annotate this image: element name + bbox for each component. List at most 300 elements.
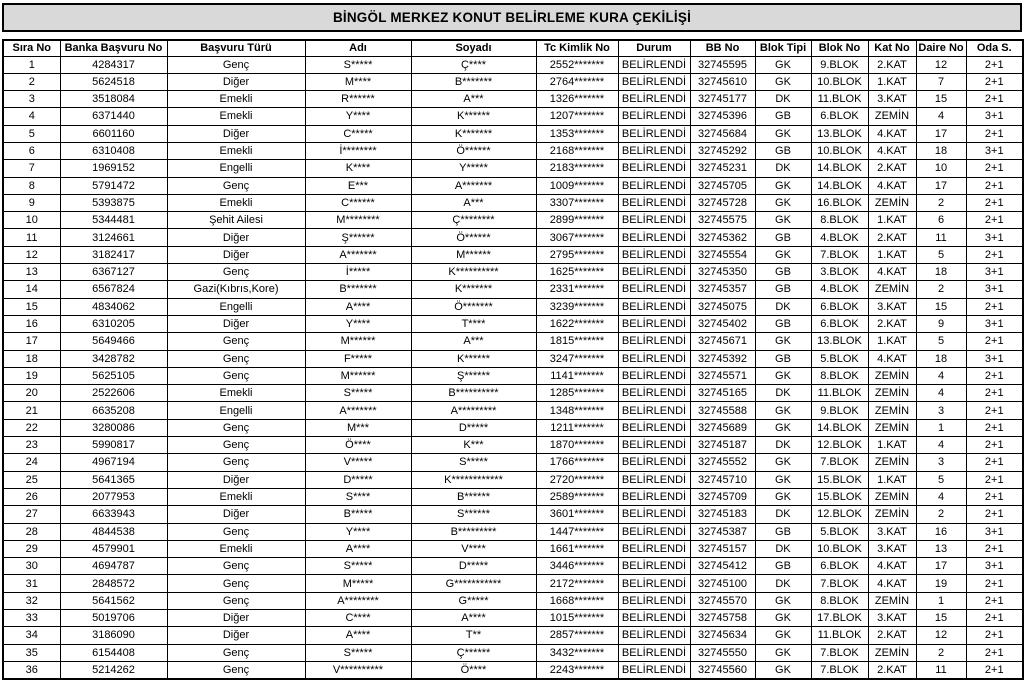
table-row <box>3 402 1023 419</box>
cell-kat-no: ZEMİN <box>868 644 916 661</box>
cell-blok-no: 8.BLOK <box>811 212 868 229</box>
cell-kat-no: 4.KAT <box>868 142 916 159</box>
cell-oda-s: 2+1 <box>966 610 1023 627</box>
cell-blok-no: 7.BLOK <box>811 661 868 678</box>
cell-daire-no: 18 <box>916 350 966 367</box>
cell-banka-basvuru-no: 5641365 <box>60 471 167 488</box>
cell-blok-no: 7.BLOK <box>811 575 868 592</box>
cell-daire-no: 3 <box>916 454 966 471</box>
cell-bb-no: 32745392 <box>690 350 755 367</box>
cell-blok-tipi: DK <box>755 298 811 315</box>
cell-soyadi: K********** <box>411 264 536 281</box>
cell-sira-no: 12 <box>3 246 60 263</box>
cell-blok-no: 9.BLOK <box>811 402 868 419</box>
header-row <box>3 40 1023 56</box>
cell-sira-no: 26 <box>3 488 60 505</box>
cell-kat-no: 1.KAT <box>868 73 916 90</box>
cell-blok-no: 7.BLOK <box>811 644 868 661</box>
cell-blok-tipi: GB <box>755 315 811 332</box>
cell-adi: M******** <box>305 212 411 229</box>
column-header-adi: Adı <box>305 40 411 56</box>
cell-blok-no: 13.BLOK <box>811 333 868 350</box>
page-title: BİNGÖL MERKEZ KONUT BELİRLEME KURA ÇEKİLİŞİ <box>332 10 692 25</box>
cell-blok-no: 13.BLOK <box>811 125 868 142</box>
cell-blok-no: 12.BLOK <box>811 506 868 523</box>
cell-durum: BELİRLENDİ <box>618 523 690 540</box>
cell-tc-kimlik-no: 1766******* <box>536 454 618 471</box>
cell-blok-no: 10.BLOK <box>811 540 868 557</box>
cell-sira-no: 8 <box>3 177 60 194</box>
cell-durum: BELİRLENDİ <box>618 125 690 142</box>
cell-durum: BELİRLENDİ <box>618 73 690 90</box>
cell-basvuru-turu: Diğer <box>167 471 305 488</box>
cell-blok-no: 4.BLOK <box>811 229 868 246</box>
cell-daire-no: 9 <box>916 315 966 332</box>
cell-basvuru-turu: Genç <box>167 437 305 454</box>
cell-durum: BELİRLENDİ <box>618 56 690 73</box>
cell-daire-no: 4 <box>916 488 966 505</box>
cell-adi: D***** <box>305 471 411 488</box>
cell-soyadi: M****** <box>411 246 536 263</box>
cell-durum: BELİRLENDİ <box>618 610 690 627</box>
cell-adi: S***** <box>305 644 411 661</box>
cell-kat-no: 4.KAT <box>868 264 916 281</box>
cell-blok-tipi: GK <box>755 592 811 609</box>
cell-bb-no: 32745634 <box>690 627 755 644</box>
cell-durum: BELİRLENDİ <box>618 229 690 246</box>
cell-sira-no: 3 <box>3 91 60 108</box>
cell-soyadi: A*** <box>411 91 536 108</box>
cell-blok-no: 5.BLOK <box>811 350 868 367</box>
cell-blok-no: 10.BLOK <box>811 142 868 159</box>
cell-basvuru-turu: Genç <box>167 177 305 194</box>
cell-adi: M**** <box>305 73 411 90</box>
cell-blok-no: 14.BLOK <box>811 177 868 194</box>
cell-tc-kimlik-no: 2857******* <box>536 627 618 644</box>
cell-soyadi: Ö**** <box>411 661 536 678</box>
cell-blok-no: 14.BLOK <box>811 419 868 436</box>
cell-oda-s: 2+1 <box>966 488 1023 505</box>
table-row <box>3 246 1023 263</box>
cell-banka-basvuru-no: 6367127 <box>60 264 167 281</box>
cell-tc-kimlik-no: 2183******* <box>536 160 618 177</box>
column-header-blok-no: Blok No <box>811 40 868 56</box>
cell-bb-no: 32745402 <box>690 315 755 332</box>
cell-kat-no: 4.KAT <box>868 177 916 194</box>
cell-oda-s: 3+1 <box>966 558 1023 575</box>
cell-durum: BELİRLENDİ <box>618 627 690 644</box>
cell-kat-no: 1.KAT <box>868 437 916 454</box>
cell-tc-kimlik-no: 1625******* <box>536 264 618 281</box>
cell-adi: A******* <box>305 246 411 263</box>
cell-sira-no: 31 <box>3 575 60 592</box>
cell-bb-no: 32745588 <box>690 402 755 419</box>
cell-kat-no: ZEMİN <box>868 592 916 609</box>
cell-basvuru-turu: Genç <box>167 523 305 540</box>
cell-bb-no: 32745292 <box>690 142 755 159</box>
cell-adi: S**** <box>305 488 411 505</box>
cell-sira-no: 29 <box>3 540 60 557</box>
table-row <box>3 627 1023 644</box>
cell-blok-no: 9.BLOK <box>811 56 868 73</box>
column-header-daire-no: Daire No <box>916 40 966 56</box>
cell-basvuru-turu: Diğer <box>167 627 305 644</box>
cell-basvuru-turu: Gazi(Kıbrıs,Kore) <box>167 281 305 298</box>
cell-sira-no: 2 <box>3 73 60 90</box>
cell-adi: B******* <box>305 281 411 298</box>
cell-bb-no: 32745684 <box>690 125 755 142</box>
cell-durum: BELİRLENDİ <box>618 661 690 678</box>
cell-soyadi: D***** <box>411 419 536 436</box>
cell-basvuru-turu: Genç <box>167 558 305 575</box>
cell-bb-no: 32745709 <box>690 488 755 505</box>
cell-daire-no: 15 <box>916 298 966 315</box>
cell-adi: F***** <box>305 350 411 367</box>
table-row <box>3 610 1023 627</box>
cell-banka-basvuru-no: 6635208 <box>60 402 167 419</box>
table-row <box>3 56 1023 73</box>
cell-blok-no: 11.BLOK <box>811 627 868 644</box>
cell-bb-no: 32745357 <box>690 281 755 298</box>
cell-tc-kimlik-no: 1668******* <box>536 592 618 609</box>
table-row <box>3 506 1023 523</box>
cell-banka-basvuru-no: 5625105 <box>60 367 167 384</box>
table-row <box>3 73 1023 90</box>
cell-blok-no: 11.BLOK <box>811 385 868 402</box>
cell-durum: BELİRLENDİ <box>618 160 690 177</box>
cell-blok-tipi: GK <box>755 644 811 661</box>
cell-tc-kimlik-no: 3239******* <box>536 298 618 315</box>
column-header-soyadi: Soyadı <box>411 40 536 56</box>
cell-soyadi: D***** <box>411 558 536 575</box>
cell-soyadi: Ö****** <box>411 229 536 246</box>
cell-soyadi: Ç**** <box>411 56 536 73</box>
cell-sira-no: 14 <box>3 281 60 298</box>
cell-soyadi: S***** <box>411 454 536 471</box>
cell-tc-kimlik-no: 3432******* <box>536 644 618 661</box>
cell-kat-no: ZEMİN <box>868 108 916 125</box>
cell-kat-no: 3.KAT <box>868 540 916 557</box>
cell-blok-tipi: DK <box>755 160 811 177</box>
cell-banka-basvuru-no: 5393875 <box>60 194 167 211</box>
cell-soyadi: G***** <box>411 592 536 609</box>
cell-oda-s: 2+1 <box>966 592 1023 609</box>
cell-sira-no: 32 <box>3 592 60 609</box>
cell-soyadi: B******* <box>411 73 536 90</box>
cell-blok-no: 6.BLOK <box>811 108 868 125</box>
cell-tc-kimlik-no: 3067******* <box>536 229 618 246</box>
cell-blok-tipi: GK <box>755 627 811 644</box>
cell-durum: BELİRLENDİ <box>618 540 690 557</box>
cell-basvuru-turu: Emekli <box>167 91 305 108</box>
table-row <box>3 298 1023 315</box>
cell-blok-tipi: GB <box>755 142 811 159</box>
cell-banka-basvuru-no: 5649466 <box>60 333 167 350</box>
column-header-bb-no: BB No <box>690 40 755 56</box>
cell-basvuru-turu: Emekli <box>167 385 305 402</box>
cell-bb-no: 32745350 <box>690 264 755 281</box>
cell-adi: M****** <box>305 367 411 384</box>
cell-oda-s: 2+1 <box>966 194 1023 211</box>
cell-tc-kimlik-no: 1326******* <box>536 91 618 108</box>
cell-kat-no: 2.KAT <box>868 56 916 73</box>
table-row <box>3 575 1023 592</box>
cell-tc-kimlik-no: 3601******* <box>536 506 618 523</box>
cell-adi: A******** <box>305 592 411 609</box>
table-row <box>3 350 1023 367</box>
cell-daire-no: 18 <box>916 142 966 159</box>
cell-banka-basvuru-no: 5641562 <box>60 592 167 609</box>
cell-adi: Ş****** <box>305 229 411 246</box>
cell-blok-no: 6.BLOK <box>811 558 868 575</box>
cell-tc-kimlik-no: 1353******* <box>536 125 618 142</box>
cell-sira-no: 18 <box>3 350 60 367</box>
cell-basvuru-turu: Engelli <box>167 298 305 315</box>
cell-kat-no: ZEMİN <box>868 281 916 298</box>
table-row <box>3 108 1023 125</box>
cell-durum: BELİRLENDİ <box>618 454 690 471</box>
table-row <box>3 177 1023 194</box>
cell-oda-s: 2+1 <box>966 506 1023 523</box>
cell-banka-basvuru-no: 4694787 <box>60 558 167 575</box>
cell-soyadi: K****** <box>411 108 536 125</box>
cell-basvuru-turu: Diğer <box>167 229 305 246</box>
cell-adi: Y**** <box>305 108 411 125</box>
cell-durum: BELİRLENDİ <box>618 108 690 125</box>
cell-basvuru-turu: Genç <box>167 454 305 471</box>
cell-basvuru-turu: Diğer <box>167 315 305 332</box>
cell-basvuru-turu: Genç <box>167 644 305 661</box>
cell-tc-kimlik-no: 2720******* <box>536 471 618 488</box>
cell-adi: E*** <box>305 177 411 194</box>
cell-adi: C****** <box>305 194 411 211</box>
cell-blok-no: 10.BLOK <box>811 73 868 90</box>
cell-bb-no: 32745177 <box>690 91 755 108</box>
cell-bb-no: 32745231 <box>690 160 755 177</box>
cell-basvuru-turu: Emekli <box>167 142 305 159</box>
cell-oda-s: 3+1 <box>966 315 1023 332</box>
column-header-durum: Durum <box>618 40 690 56</box>
cell-soyadi: A*** <box>411 194 536 211</box>
cell-sira-no: 11 <box>3 229 60 246</box>
lottery-table <box>2 39 1024 680</box>
cell-blok-tipi: DK <box>755 91 811 108</box>
cell-basvuru-turu: Emekli <box>167 488 305 505</box>
cell-adi: İ******** <box>305 142 411 159</box>
cell-tc-kimlik-no: 1141******* <box>536 367 618 384</box>
cell-durum: BELİRLENDİ <box>618 471 690 488</box>
cell-kat-no: 2.KAT <box>868 661 916 678</box>
cell-bb-no: 32745187 <box>690 437 755 454</box>
cell-blok-tipi: GK <box>755 333 811 350</box>
cell-soyadi: T** <box>411 627 536 644</box>
cell-tc-kimlik-no: 2168******* <box>536 142 618 159</box>
cell-kat-no: ZEMİN <box>868 488 916 505</box>
cell-blok-tipi: GK <box>755 610 811 627</box>
cell-soyadi: Ş****** <box>411 367 536 384</box>
cell-banka-basvuru-no: 4967194 <box>60 454 167 471</box>
cell-durum: BELİRLENDİ <box>618 419 690 436</box>
cell-basvuru-turu: Şehit Ailesi <box>167 212 305 229</box>
table-row <box>3 229 1023 246</box>
cell-soyadi: Ö******* <box>411 298 536 315</box>
cell-basvuru-turu: Genç <box>167 333 305 350</box>
cell-basvuru-turu: Engelli <box>167 160 305 177</box>
cell-tc-kimlik-no: 1348******* <box>536 402 618 419</box>
cell-adi: A**** <box>305 298 411 315</box>
cell-adi: S***** <box>305 56 411 73</box>
cell-oda-s: 2+1 <box>966 644 1023 661</box>
cell-kat-no: 2.KAT <box>868 315 916 332</box>
cell-durum: BELİRLENDİ <box>618 385 690 402</box>
cell-banka-basvuru-no: 5214262 <box>60 661 167 678</box>
cell-tc-kimlik-no: 2795******* <box>536 246 618 263</box>
table-row <box>3 488 1023 505</box>
cell-kat-no: 4.KAT <box>868 558 916 575</box>
cell-oda-s: 3+1 <box>966 229 1023 246</box>
cell-banka-basvuru-no: 4579901 <box>60 540 167 557</box>
cell-blok-tipi: GB <box>755 558 811 575</box>
cell-kat-no: 4.KAT <box>868 125 916 142</box>
table-row <box>3 454 1023 471</box>
cell-oda-s: 2+1 <box>966 73 1023 90</box>
cell-kat-no: 2.KAT <box>868 229 916 246</box>
cell-sira-no: 24 <box>3 454 60 471</box>
cell-blok-tipi: DK <box>755 385 811 402</box>
cell-tc-kimlik-no: 1661******* <box>536 540 618 557</box>
cell-tc-kimlik-no: 1622******* <box>536 315 618 332</box>
cell-blok-tipi: GB <box>755 229 811 246</box>
cell-blok-no: 14.BLOK <box>811 160 868 177</box>
cell-oda-s: 2+1 <box>966 437 1023 454</box>
cell-blok-tipi: GK <box>755 488 811 505</box>
cell-blok-tipi: DK <box>755 437 811 454</box>
cell-adi: V********** <box>305 661 411 678</box>
cell-bb-no: 32745100 <box>690 575 755 592</box>
cell-sira-no: 1 <box>3 56 60 73</box>
cell-durum: BELİRLENDİ <box>618 350 690 367</box>
cell-blok-tipi: GK <box>755 246 811 263</box>
table-row <box>3 471 1023 488</box>
cell-soyadi: A******* <box>411 177 536 194</box>
cell-kat-no: 3.KAT <box>868 610 916 627</box>
cell-banka-basvuru-no: 3124661 <box>60 229 167 246</box>
cell-banka-basvuru-no: 5019706 <box>60 610 167 627</box>
cell-soyadi: A********* <box>411 402 536 419</box>
cell-basvuru-turu: Emekli <box>167 540 305 557</box>
cell-daire-no: 4 <box>916 367 966 384</box>
cell-bb-no: 32745387 <box>690 523 755 540</box>
cell-bb-no: 32745575 <box>690 212 755 229</box>
cell-bb-no: 32745550 <box>690 644 755 661</box>
cell-blok-tipi: DK <box>755 540 811 557</box>
cell-blok-tipi: GK <box>755 367 811 384</box>
cell-adi: B***** <box>305 506 411 523</box>
cell-daire-no: 11 <box>916 661 966 678</box>
cell-daire-no: 5 <box>916 333 966 350</box>
cell-soyadi: S****** <box>411 506 536 523</box>
cell-sira-no: 4 <box>3 108 60 125</box>
table-row <box>3 540 1023 557</box>
cell-adi: Ö**** <box>305 437 411 454</box>
column-header-sira-no: Sıra No <box>3 40 60 56</box>
cell-sira-no: 33 <box>3 610 60 627</box>
cell-banka-basvuru-no: 3518084 <box>60 91 167 108</box>
cell-durum: BELİRLENDİ <box>618 315 690 332</box>
cell-durum: BELİRLENDİ <box>618 592 690 609</box>
cell-oda-s: 2+1 <box>966 160 1023 177</box>
cell-tc-kimlik-no: 2552******* <box>536 56 618 73</box>
table-row <box>3 419 1023 436</box>
cell-durum: BELİRLENDİ <box>618 142 690 159</box>
cell-durum: BELİRLENDİ <box>618 558 690 575</box>
cell-kat-no: ZEMİN <box>868 194 916 211</box>
cell-daire-no: 4 <box>916 108 966 125</box>
cell-banka-basvuru-no: 6567824 <box>60 281 167 298</box>
cell-banka-basvuru-no: 4284317 <box>60 56 167 73</box>
cell-oda-s: 2+1 <box>966 627 1023 644</box>
cell-durum: BELİRLENDİ <box>618 437 690 454</box>
cell-kat-no: 1.KAT <box>868 246 916 263</box>
cell-basvuru-turu: Genç <box>167 575 305 592</box>
cell-kat-no: 4.KAT <box>868 575 916 592</box>
cell-oda-s: 2+1 <box>966 540 1023 557</box>
cell-sira-no: 21 <box>3 402 60 419</box>
cell-bb-no: 32745610 <box>690 73 755 90</box>
cell-daire-no: 1 <box>916 419 966 436</box>
cell-sira-no: 35 <box>3 644 60 661</box>
cell-banka-basvuru-no: 4834062 <box>60 298 167 315</box>
cell-daire-no: 12 <box>916 627 966 644</box>
table-row <box>3 523 1023 540</box>
cell-sira-no: 10 <box>3 212 60 229</box>
cell-bb-no: 32745571 <box>690 367 755 384</box>
cell-oda-s: 2+1 <box>966 367 1023 384</box>
cell-durum: BELİRLENDİ <box>618 488 690 505</box>
cell-bb-no: 32745165 <box>690 385 755 402</box>
table-row <box>3 194 1023 211</box>
cell-basvuru-turu: Genç <box>167 367 305 384</box>
cell-blok-tipi: GB <box>755 350 811 367</box>
cell-blok-no: 6.BLOK <box>811 315 868 332</box>
cell-oda-s: 2+1 <box>966 419 1023 436</box>
cell-oda-s: 3+1 <box>966 108 1023 125</box>
cell-bb-no: 32745552 <box>690 454 755 471</box>
cell-oda-s: 2+1 <box>966 212 1023 229</box>
cell-blok-no: 7.BLOK <box>811 454 868 471</box>
cell-daire-no: 5 <box>916 471 966 488</box>
cell-bb-no: 32745560 <box>690 661 755 678</box>
cell-adi: Y**** <box>305 315 411 332</box>
cell-adi: S***** <box>305 558 411 575</box>
cell-durum: BELİRLENDİ <box>618 194 690 211</box>
cell-bb-no: 32745689 <box>690 419 755 436</box>
cell-blok-tipi: GB <box>755 108 811 125</box>
cell-banka-basvuru-no: 2077953 <box>60 488 167 505</box>
cell-kat-no: ZEMİN <box>868 454 916 471</box>
table-row <box>3 160 1023 177</box>
cell-tc-kimlik-no: 2172******* <box>536 575 618 592</box>
cell-tc-kimlik-no: 1870******* <box>536 437 618 454</box>
table-row <box>3 333 1023 350</box>
cell-oda-s: 2+1 <box>966 333 1023 350</box>
column-header-banka-basvuru-no: Banka Başvuru No <box>60 40 167 56</box>
cell-blok-no: 11.BLOK <box>811 91 868 108</box>
cell-kat-no: 2.KAT <box>868 627 916 644</box>
cell-daire-no: 15 <box>916 610 966 627</box>
cell-basvuru-turu: Diğer <box>167 246 305 263</box>
cell-banka-basvuru-no: 2848572 <box>60 575 167 592</box>
